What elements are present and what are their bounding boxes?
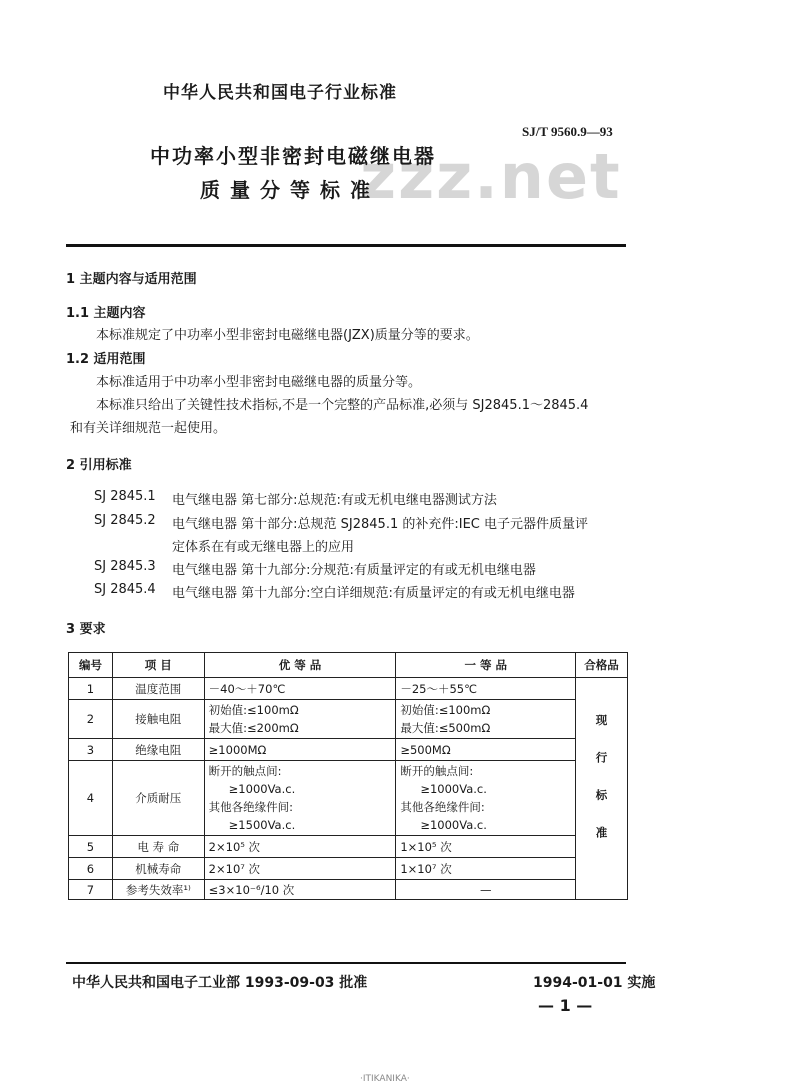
row-premium — [204, 761, 396, 836]
qualified-text: 现行标准 — [594, 713, 609, 864]
row-no: 5 — [69, 836, 113, 858]
row-item: 温度范围 — [112, 678, 204, 700]
cell-line: ≥1000Va.c. — [228, 782, 296, 796]
section-1-1-text: 本标准规定了中功率小型非密封电磁继电器(JZX)质量分等的要求。 — [96, 328, 479, 343]
section-1-heading: 1 主题内容与适用范围 — [66, 272, 197, 287]
col-header-no: 编号 — [69, 653, 113, 678]
ref-text: 电气继电器 第七部分:总规范:有或无机电继电器测试方法 — [172, 493, 497, 508]
ref-code: SJ 2845.3 — [94, 559, 156, 574]
row-no: 6 — [69, 858, 113, 880]
cell-line: ≥1000Va.c. — [420, 818, 487, 832]
approval-line: 中华人民共和国电子工业部 1993-09-03 批准 — [72, 975, 368, 991]
table-row — [69, 739, 628, 761]
row-premium: ≤3×10⁻⁶/10 次 — [204, 880, 396, 900]
page-number: — 1 — — [538, 996, 593, 1015]
row-premium: ≥1000MΩ — [204, 739, 396, 761]
row-no: 7 — [69, 880, 113, 900]
cell-line: 断开的触点间: — [208, 764, 282, 778]
section-1-2-heading: 1.2 适用范围 — [66, 352, 146, 367]
row-item: 机械寿命 — [112, 858, 204, 880]
ref-code: SJ 2845.4 — [94, 582, 156, 597]
row-item: 接触电阻 — [112, 700, 204, 739]
cell-line: 最大值:≤200mΩ — [208, 721, 299, 735]
row-no: 3 — [69, 739, 113, 761]
section-3-heading: 3 要求 — [66, 622, 106, 637]
requirements-table — [68, 652, 628, 900]
table-row — [69, 858, 628, 880]
row-no: 4 — [69, 761, 113, 836]
row-first — [396, 761, 576, 836]
row-item: 绝缘电阻 — [112, 739, 204, 761]
table-row — [69, 700, 628, 739]
cell-line: 其他各绝缘件间: — [400, 800, 485, 814]
table-row — [69, 836, 628, 858]
row-no: 1 — [69, 678, 113, 700]
footer-rule — [66, 962, 626, 964]
cell-line: ≥1000Va.c. — [420, 782, 487, 796]
row-first: 1×10⁵ 次 — [396, 836, 576, 858]
row-first: ≥500MΩ — [396, 739, 576, 761]
section-2-heading: 2 引用标准 — [66, 458, 132, 473]
ref-text: 电气继电器 第十九部分:空白详细规范:有质量评定的有或无机电继电器 — [172, 586, 575, 601]
cell-line: 初始值:≤100mΩ — [208, 703, 299, 717]
section-1-2-text1: 本标准适用于中功率小型非密封电磁继电器的质量分等。 — [96, 375, 422, 390]
col-header-first: 一 等 品 — [396, 653, 576, 678]
row-first: — — [396, 880, 576, 900]
qualified-cell — [576, 678, 628, 900]
cell-line: ≥1500Va.c. — [228, 818, 296, 832]
document-title-line2: 质量分等标准 — [200, 178, 380, 202]
row-premium — [204, 700, 396, 739]
row-premium: －40～＋70℃ — [204, 678, 396, 700]
col-header-item: 项 目 — [112, 653, 204, 678]
standard-code: SJ/T 9560.9—93 — [522, 124, 613, 139]
row-no: 2 — [69, 700, 113, 739]
scan-mark: ·ITIKANIKA· — [360, 1074, 410, 1084]
row-item: 介质耐压 — [112, 761, 204, 836]
ref-code: SJ 2845.1 — [94, 489, 156, 504]
section-1-2-text2: 本标准只给出了关键性技术指标,不是一个完整的产品标准,必须与 SJ2845.1～2845.4 — [96, 398, 589, 413]
table-row — [69, 880, 628, 900]
ref-text-cont: 定体系在有或无继电器上的应用 — [172, 540, 355, 555]
ref-code: SJ 2845.2 — [94, 513, 156, 528]
table-header-row — [69, 653, 628, 678]
cell-line: 其他各绝缘件间: — [208, 800, 294, 814]
issuing-body: 中华人民共和国电子行业标准 — [163, 83, 397, 103]
cell-line: 初始值:≤100mΩ — [400, 703, 491, 717]
row-item: 电 寿 命 — [112, 836, 204, 858]
ref-text: 电气继电器 第十九部分:分规范:有质量评定的有或无机电继电器 — [172, 563, 536, 578]
table-row — [69, 678, 628, 700]
row-first — [396, 700, 576, 739]
header-rule — [66, 244, 626, 247]
watermark: zzz.net — [360, 140, 622, 213]
row-first: 1×10⁷ 次 — [396, 858, 576, 880]
implementation-date: 1994-01-01 实施 — [533, 975, 656, 991]
section-1-1-heading: 1.1 主题内容 — [66, 306, 146, 321]
section-1-2-text3: 和有关详细规范一起使用。 — [70, 421, 227, 436]
row-first: －25～＋55℃ — [396, 678, 576, 700]
cell-line: 断开的触点间: — [400, 764, 474, 778]
col-header-premium: 优 等 品 — [204, 653, 396, 678]
row-premium: 2×10⁵ 次 — [204, 836, 396, 858]
row-premium: 2×10⁷ 次 — [204, 858, 396, 880]
cell-line: 最大值:≤500mΩ — [400, 721, 491, 735]
table-row — [69, 761, 628, 836]
col-header-qualified: 合格品 — [576, 653, 628, 678]
document-title-line1: 中功率小型非密封电磁继电器 — [150, 144, 436, 168]
ref-text: 电气继电器 第十部分:总规范 SJ2845.1 的补充件:IEC 电子元器件质量评 — [172, 517, 588, 532]
row-item: 参考失效率¹⁾ — [112, 880, 204, 900]
